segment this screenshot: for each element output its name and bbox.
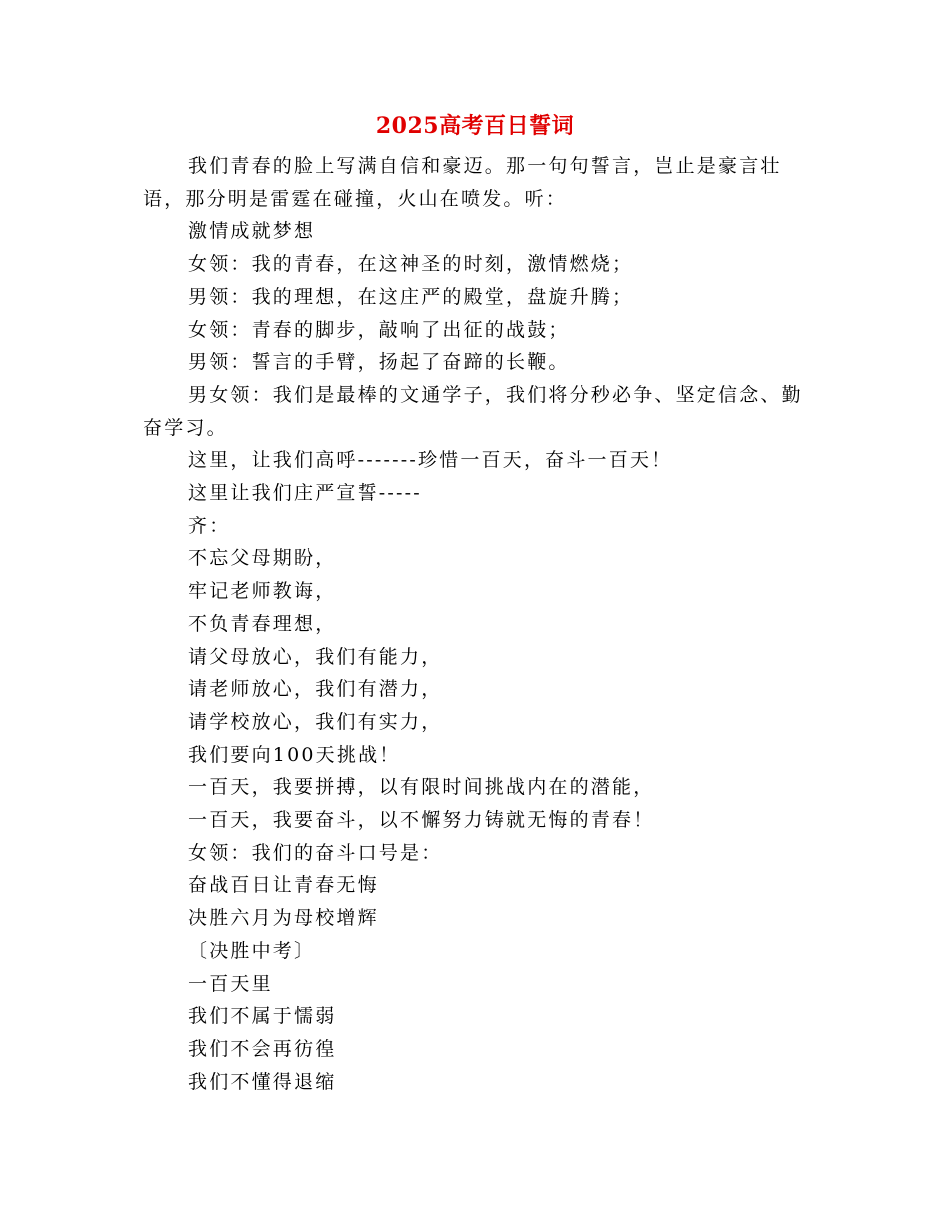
paragraph: 我们不会再彷徨	[188, 1037, 337, 1060]
document-body	[143, 150, 803, 1098]
paragraph: 不忘父母期盼，	[188, 547, 337, 570]
paragraph: 女领：我的青春，在这神圣的时刻，激情燃烧；	[188, 253, 634, 276]
paragraph: 这里，让我们高呼-------珍惜一百天，奋斗一百天！	[188, 449, 673, 472]
paragraph: 女领：我们的奋斗口号是：	[188, 841, 443, 864]
paragraph: 一百天，我要拼搏，以有限时间挑战内在的潜能，	[188, 776, 655, 799]
paragraph: 一百天里	[188, 972, 273, 995]
paragraph: 请学校放心，我们有实力，	[188, 710, 443, 733]
paragraph: 牢记老师教诲，	[188, 580, 337, 603]
paragraph: 不负青春理想，	[188, 612, 337, 635]
paragraph: 请老师放心，我们有潜力，	[188, 678, 443, 701]
paragraph: 决胜六月为母校增辉	[188, 907, 379, 930]
paragraph: 一百天，我要奋斗，以不懈努力铸就无悔的青春！	[188, 809, 655, 832]
document-title: 2025高考百日誓词	[375, 113, 575, 139]
paragraph: 我们不懂得退缩	[188, 1070, 337, 1093]
paragraph: 我们不属于懦弱	[188, 1005, 337, 1028]
paragraph: 激情成就梦想	[188, 220, 316, 243]
paragraph: 男女领：我们是最棒的文通学子，我们将分秒必争、坚定信念、勤奋学习。	[143, 383, 803, 439]
paragraph: 请父母放心，我们有能力，	[188, 645, 443, 668]
paragraph-intro: 我们青春的脸上写满自信和豪迈。那一句句誓言，岂止是豪言壮语，那分明是雷霆在碰撞，火山在喷发。听：	[143, 155, 782, 210]
paragraph: 奋战百日让青春无悔	[188, 874, 379, 897]
paragraph: 〔决胜中考〕	[188, 939, 316, 962]
paragraph: 齐：	[188, 514, 231, 537]
paragraph: 我们要向100天挑战！	[188, 743, 401, 766]
paragraph: 男领：誓言的手臂，扬起了奋蹄的长鞭。	[188, 351, 570, 374]
paragraph: 女领：青春的脚步，敲响了出征的战鼓；	[188, 318, 570, 341]
paragraph: 男领：我的理想，在这庄严的殿堂，盘旋升腾；	[188, 285, 634, 308]
paragraph: 这里让我们庄严宣誓-----	[188, 482, 422, 505]
